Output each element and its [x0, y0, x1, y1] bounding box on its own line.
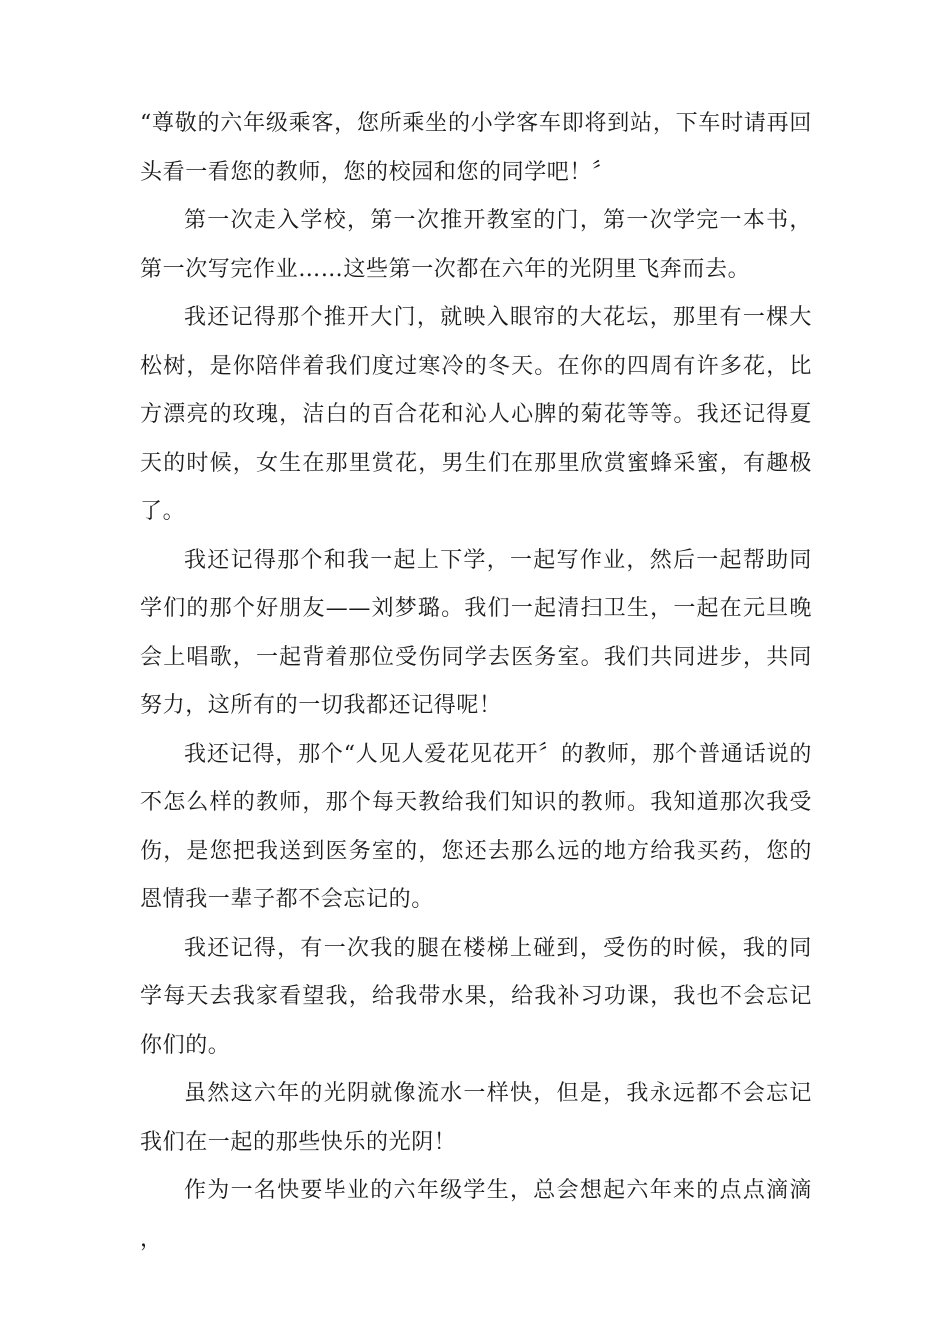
paragraph-6: 我还记得，有一次我的腿在楼梯上碰到，受伤的时候，我的同学每天去我家看望我，给我带水果，给我补习功课，我也不会忘记你们的。 — [140, 935, 812, 1058]
document-body — [140, 100, 812, 1264]
paragraph-8: 作为一名快要毕业的六年级学生，总会想起六年来的点点滴滴， — [140, 1178, 812, 1252]
paragraph-2: 第一次走入学校，第一次推开教室的门，第一次学完一本书，第一次写完作业……这些第一次都在六年的光阴里飞奔而去。 — [140, 208, 812, 282]
paragraph-1: “尊敬的六年级乘客，您所乘坐的小学客车即将到站，下车时请再回头看一看您的教师，您的校园和您的同学吧！〞 — [140, 111, 812, 185]
paragraph-4: 我还记得那个和我一起上下学，一起写作业，然后一起帮助同学们的那个好朋友——刘梦璐。我们一起清扫卫生，一起在元旦晚会上唱歌，一起背着那位受伤同学去医务室。我们共同进步，共同努力，这所有的一切我都还记得呢！ — [140, 547, 812, 718]
paragraph-3: 我还记得那个推开大门，就映入眼帘的大花坛，那里有一棵大松树，是你陪伴着我们度过寒冷的冬天。在你的四周有许多花，比方漂亮的玫瑰，洁白的百合花和沁人心脾的菊花等等。我还记得夏天的时候，女生在那里赏花，男生们在那里欣赏蜜蜂采蜜，有趣极了。 — [140, 305, 812, 524]
paragraph-5: 我还记得，那个“人见人爱花见花开〞的教师，那个普通话说的不怎么样的教师，那个每天教给我们知识的教师。我知道那次我受伤，是您把我送到医务室的，您还去那么远的地方给我买药，您的恩情我一辈子都不会忘记的。 — [140, 741, 812, 912]
paragraph-7: 虽然这六年的光阴就像流水一样快，但是，我永远都不会忘记我们在一起的那些快乐的光阴！ — [140, 1081, 812, 1155]
